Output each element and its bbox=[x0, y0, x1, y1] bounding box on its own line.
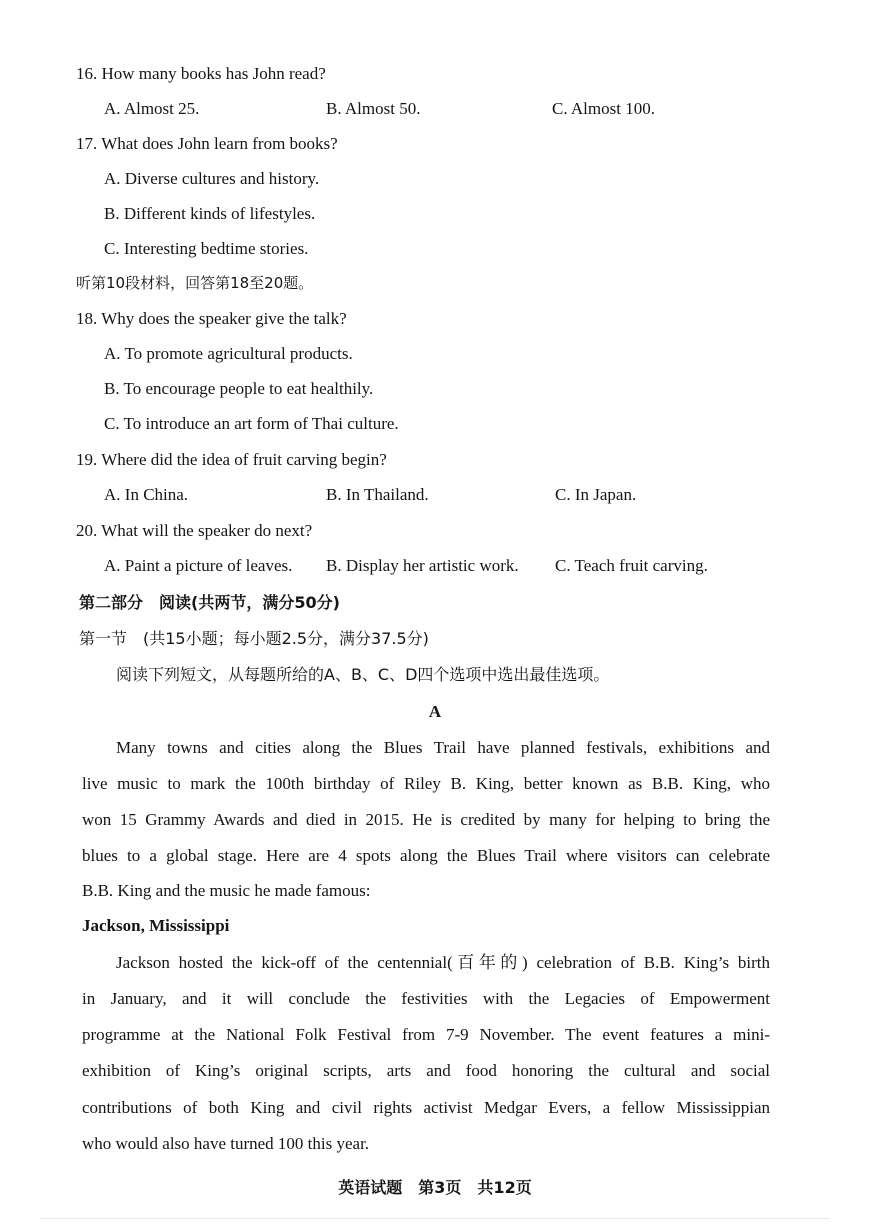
option-b: B. Display her artistic work. bbox=[326, 556, 519, 575]
question-17-option-c: C. Interesting bedtime stories. bbox=[104, 239, 309, 258]
paragraph-1-line-2: live music to mark the 100th birthday of Riley B. King, better known as B.B. King, who bbox=[82, 774, 770, 793]
option-c: C. Teach fruit carving. bbox=[555, 556, 708, 575]
page-footer: 英语试题 第3页 共12页 bbox=[338, 1178, 532, 1197]
option-a: A. In China. bbox=[104, 485, 189, 504]
paragraph-1-line-4: blues to a global stage. Here are 4 spots along the Blues Trail where visitors can celebrate bbox=[82, 846, 770, 865]
paragraph-2-line-1: Jackson hosted the kick-off of the centennial(百年的) celebration of B.B. King’s birth bbox=[116, 953, 770, 972]
paragraph-2-line-2: in January, and it will conclude the festivities with the Legacies of Empowerment bbox=[82, 989, 770, 1008]
option-b: B. In Thailand. bbox=[326, 485, 429, 504]
paragraph-2-line-5: contributions of both King and civil rights activist Medgar Evers, a fellow Mississippian bbox=[82, 1098, 770, 1117]
part-two-title: 第二部分 阅读(共两节，满分50分) bbox=[79, 593, 340, 612]
section-one-title: 第一节 (共15小题；每小题2.5分，满分37.5分) bbox=[79, 629, 429, 648]
passage-heading: A bbox=[428, 702, 442, 721]
paragraph-2-line-3: programme at the National Folk Festival from 7-9 November. The event features a mini- bbox=[82, 1025, 770, 1044]
option-a: A. Paint a picture of leaves. bbox=[104, 556, 293, 575]
question-18-stem: 18. Why does the speaker give the talk? bbox=[76, 309, 347, 328]
question-19-stem: 19. Where did the idea of fruit carving begin? bbox=[76, 450, 387, 469]
question-18-option-c: C. To introduce an art form of Thai culture. bbox=[104, 414, 399, 433]
paragraph-1-line-5: B.B. King and the music he made famous: bbox=[82, 881, 371, 900]
listening-instruction: 听第10段材料，回答第18至20题。 bbox=[76, 274, 314, 292]
paragraph-2-line-4: exhibition of King’s original scripts, arts and food honoring the cultural and social bbox=[82, 1061, 770, 1080]
bottom-divider bbox=[40, 1218, 830, 1219]
question-20-stem: 20. What will the speaker do next? bbox=[76, 521, 313, 540]
paragraph-2-line-6: who would also have turned 100 this year. bbox=[82, 1134, 370, 1153]
question-17-option-a: A. Diverse cultures and history. bbox=[104, 169, 320, 188]
question-17-stem: 17. What does John learn from books? bbox=[76, 134, 338, 153]
question-18-option-a: A. To promote agricultural products. bbox=[104, 344, 353, 363]
question-18-option-b: B. To encourage people to eat healthily. bbox=[104, 379, 374, 398]
question-16-stem: 16. How many books has John read? bbox=[76, 64, 326, 83]
location-subheading: Jackson, Mississippi bbox=[82, 916, 230, 935]
option-c: C. In Japan. bbox=[555, 485, 637, 504]
question-17-option-b: B. Different kinds of lifestyles. bbox=[104, 204, 316, 223]
option-b: B. Almost 50. bbox=[326, 99, 421, 118]
option-a: A. Almost 25. bbox=[104, 99, 200, 118]
paragraph-1-line-1: Many towns and cities along the Blues Trail have planned festivals, exhibitions and bbox=[116, 738, 770, 757]
paragraph-1-line-3: won 15 Grammy Awards and died in 2015. He is credited by many for helping to bring the bbox=[82, 810, 770, 829]
option-c: C. Almost 100. bbox=[552, 99, 655, 118]
reading-directions: 阅读下列短文，从每题所给的A、B、C、D四个选项中选出最佳选项。 bbox=[116, 665, 610, 684]
